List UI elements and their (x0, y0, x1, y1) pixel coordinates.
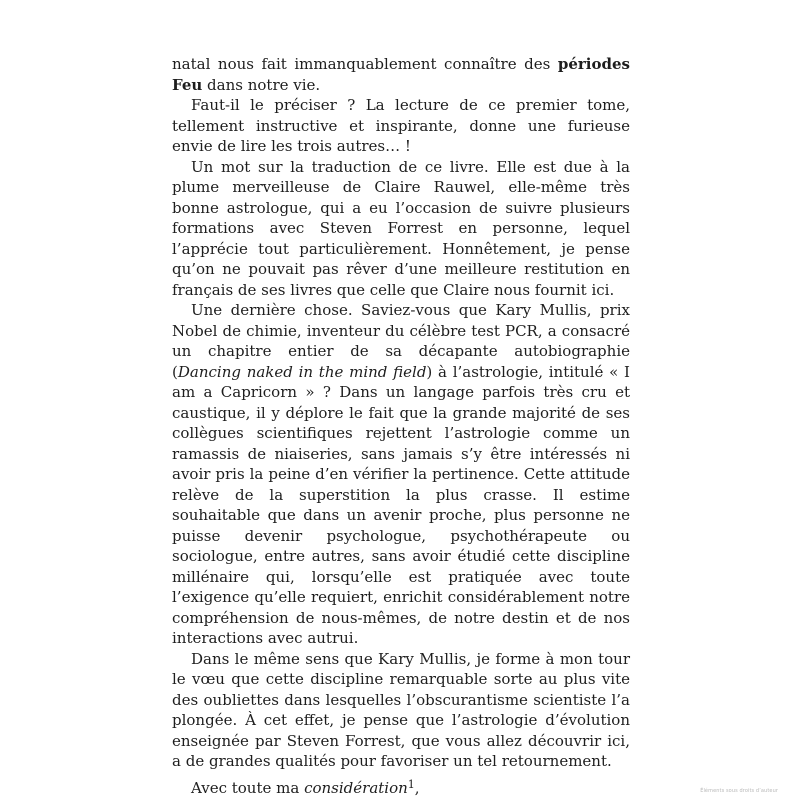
paragraph-2: Faut-il le préciser ? La lecture de ce premier tome, tellement instructive et inspirante, donne une furieuse envie de lire les trois autres… ! (172, 96, 630, 155)
emphasis-italic: considération (304, 778, 408, 797)
paragraph-5: Dans le même sens que Kary Mullis, je forme à mon tour le vœu que cette discipline remarquable sorte au plus vite des oubliettes dans lesquelles l’obscurantisme scientiste l’a plongée. À cet effet, je pense que l’astrologie d’évolution enseignée par Steven Forrest, que vous allez découvrir ici, a de grandes qualités pour favoriser un tel retournement. (172, 649, 630, 770)
copyright-watermark: Éléments sous droits d’auteur (700, 788, 778, 794)
bold-term: périodes Feu (172, 55, 630, 94)
paragraph-3: Un mot sur la traduction de ce livre. Elle est due à la plume merveilleuse de Claire Rauwel, elle-même très bonne astrologue, qui a eu l’occasion de suivre plusieurs formations avec Steven Forrest en personne, lequel l’apprécie tout particulièrement. Honnêtement, je pense qu’on ne pouvait pas rêver d’une meilleure restitution en français de ses livres que celle que Claire nous fournit ici. (172, 157, 630, 299)
closing-line: Avec toute ma considération$^1$, (191, 777, 420, 797)
paragraph-1: natal nous fait immanquablement connaître des périodes Feu dans notre vie. (172, 55, 630, 94)
footnote-ref[interactable]: 1 (407, 777, 415, 791)
book-title-italic: Dancing naked in the mind field (177, 362, 427, 381)
page-body (172, 54, 630, 798)
paragraph-4: Une dernière chose. Saviez-vous que Kary Mullis, prix Nobel de chimie, inventeur du célèbre test PCR, a consacré un chapitre entier de sa décapante autobiographie (Dancing naked in the mind field) à l’astrologie, intitulé « I am a Capricorn » ? Dans un langage parfois très cru et caustique, il y déplore le fait que la grande majorité de ses collègues scientifiques rejettent l’astrologie comme un ramassis de niaiseries, sans jamais s’y être intéressés ni avoir pris la peine d’en vérifier la pertinence. Cette attitude relève de la superstition la plus crasse. Il estime souhaitable que dans un avenir proche, plus personne ne puisse devenir psychologue, psychothérapeute ou sociologue, entre autres, sans avoir étudié cette discipline millénaire qui, lorsqu’elle est pratiquée avec toute l’exigence qu’elle requiert, enrichit considérablement notre compréhension de nous-mêmes, de notre destin et de nos interactions avec autrui. (172, 301, 630, 647)
